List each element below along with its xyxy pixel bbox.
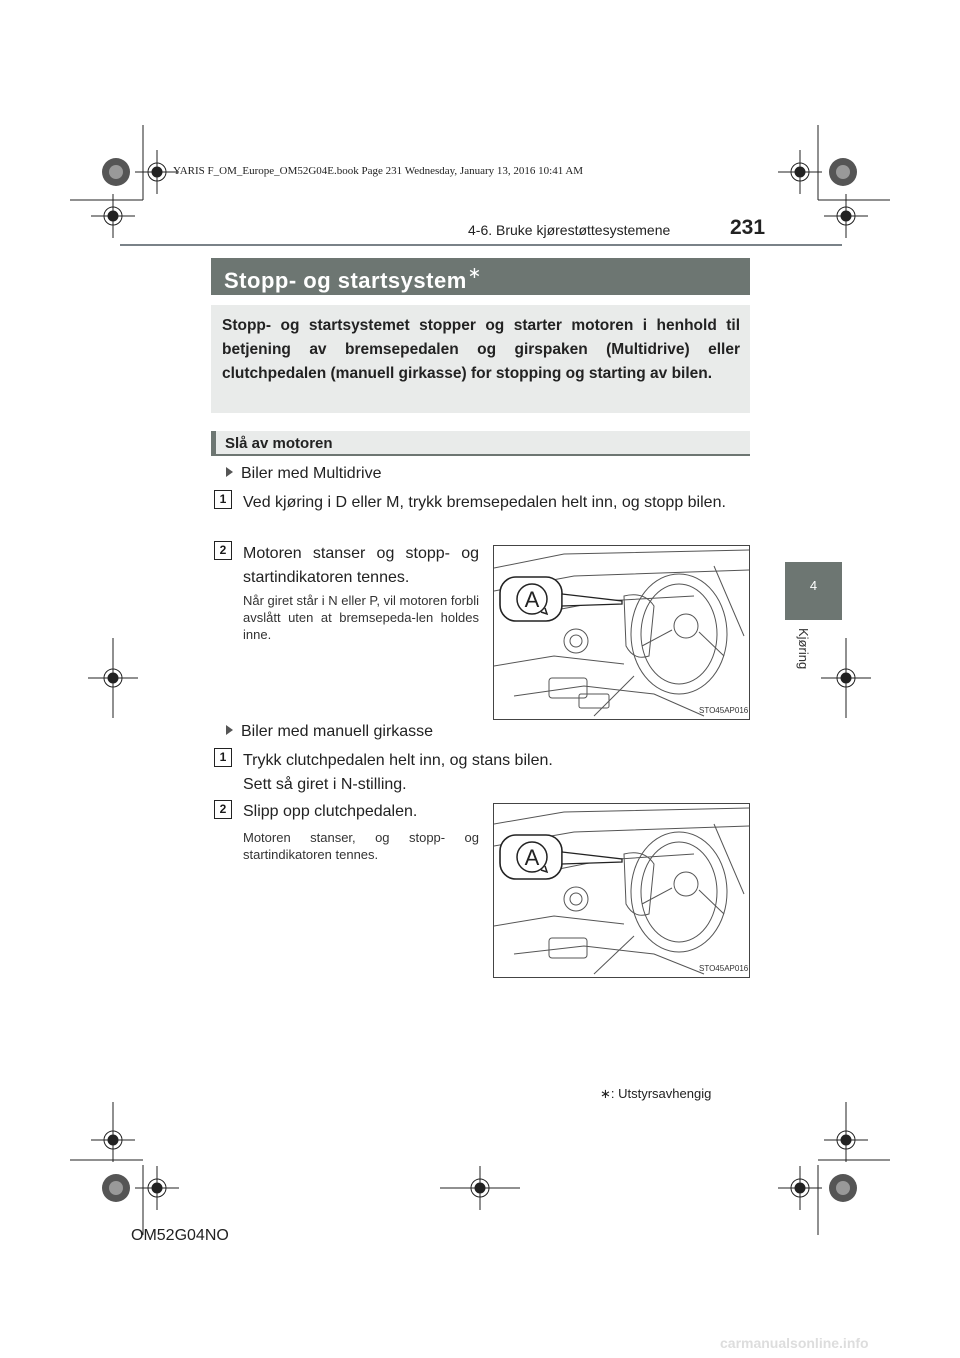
header-rule <box>120 244 842 246</box>
manual-step1-line1: Trykk clutchpedalen helt inn, og stans bilen. <box>243 752 553 769</box>
page-title <box>224 263 482 294</box>
subsection-title: Slå av motoren <box>225 435 333 452</box>
print-header: YARIS F_OM_Europe_OM52G04E.book Page 231 Wednesday, January 13, 2016 10:41 AM <box>173 165 584 177</box>
page-title-text: Stopp- og startsystem <box>224 268 467 293</box>
figure-label: A <box>524 587 540 612</box>
multidrive-heading-text: Biler med Multidrive <box>241 465 382 482</box>
dashboard-illustration <box>494 546 749 719</box>
subsection-accent <box>211 431 216 456</box>
chapter-number: 4 <box>809 578 818 593</box>
intro-text: Stopp- og startsystemet stopper og starter motoren i henhold til betjening av bremsepedalen og girspaken (Multidrive) eller clutchpedalen (manuell girkasse) for stopping og starting av bilen. <box>222 317 740 382</box>
multidrive-step2-line2: startindikatoren tennes. <box>243 569 410 586</box>
dashboard-illustration <box>494 804 749 977</box>
step-badge-1: 1 <box>214 490 232 509</box>
title-star: ∗ <box>467 265 482 282</box>
figure-manual <box>493 803 750 978</box>
step-badge-2: 2 <box>214 800 232 819</box>
manual-step2: Slipp opp clutchpedalen. <box>243 803 418 820</box>
multidrive-step2 <box>243 542 479 590</box>
figure-multidrive <box>493 545 750 720</box>
multidrive-step2-line1: Motoren stanser og stopp- og <box>243 545 479 562</box>
multidrive-heading <box>226 465 381 483</box>
document-code: OM52G04NO <box>131 1227 229 1244</box>
step-badge-1: 1 <box>214 748 232 767</box>
chapter-label: Kjøring <box>796 628 811 670</box>
page-number: 231 <box>730 216 766 239</box>
figure-label: A <box>524 845 540 870</box>
manual-step1-line2: Sett så giret i N-stilling. <box>243 776 407 793</box>
step-badge-2: 2 <box>214 541 232 560</box>
manual-heading <box>226 723 433 741</box>
watermark: carmanualsonline.info <box>720 1335 869 1351</box>
section-path: 4-6. Bruke kjørestøttesystemene <box>468 222 671 238</box>
manual-step1 <box>243 749 746 797</box>
multidrive-note: Når giret står i N eller P, vil motoren forbli avslått uten at bremsepeda-len holdes inne. <box>243 593 480 642</box>
bullet-arrow-icon <box>226 467 233 477</box>
bullet-arrow-icon <box>226 725 233 735</box>
multidrive-step1: Ved kjøring i D eller M, trykk bremsepedalen helt inn, og stopp bilen. <box>243 494 726 511</box>
manual-note: Motoren stanser, og stopp- og startindikatoren tennes. <box>243 830 479 862</box>
figure-code: STO45AP016 <box>699 964 749 973</box>
footnote: ∗: Utstyrsavhengig <box>600 1086 712 1101</box>
figure-code: STO45AP016 <box>699 706 749 715</box>
manual-heading-text: Biler med manuell girkasse <box>241 723 434 740</box>
